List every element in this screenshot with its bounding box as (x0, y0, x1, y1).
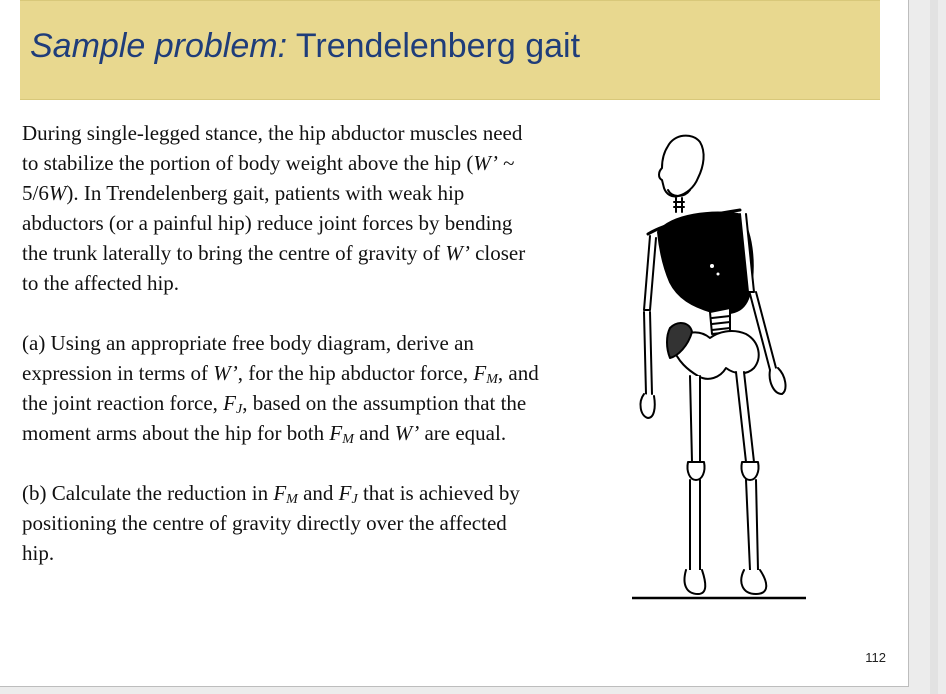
rib-highlight (717, 273, 720, 276)
right-knee (741, 462, 758, 480)
left-tibia (690, 480, 700, 570)
part-a-text-3: , and the joint reaction force, (22, 361, 539, 415)
intro-text-3: ). In Trendelenberg gait, patients with weak hip abductors (or a painful hip) reduce joint forces by bending the trunk laterally to bring the centre of gravity of (22, 181, 513, 265)
intro-text-4: closer to the affected hip. (22, 241, 526, 295)
slide-title (30, 27, 580, 66)
scrollbar[interactable] (930, 0, 938, 694)
intro-text-1: During single-legged stance, the hip abductor muscles need to stabilize the portion of body weight above the hip ( (22, 121, 523, 175)
right-tibia (746, 480, 758, 570)
left-hand (641, 394, 655, 418)
part-a-paragraph (22, 328, 542, 448)
part-a-text-2: , for the hip abductor force, (237, 361, 474, 385)
force-symbol: F (473, 361, 487, 385)
joint-subscript: J (351, 492, 358, 507)
w-prime-symbol: W’ (394, 421, 420, 445)
w-symbol: W (48, 181, 67, 205)
title-lead: Sample problem: (30, 27, 288, 65)
part-a-text-4: , based on the assumption that the moment arms about the hip for both (22, 391, 527, 445)
left-knee (687, 462, 704, 480)
part-b-text-2: and (297, 481, 339, 505)
part-b-paragraph (22, 478, 542, 568)
muscle-subscript: M (486, 372, 498, 387)
intro-text-2: ~ 5/6 (22, 151, 515, 205)
intro-paragraph (22, 118, 542, 298)
part-b-text-3: that is achieved by positioning the centre of gravity directly over the affected hip. (22, 481, 520, 565)
rib-highlight (710, 264, 714, 268)
w-prime-symbol: W’ (445, 241, 470, 265)
force-symbol: F (329, 421, 343, 445)
force-symbol: F (223, 391, 236, 415)
skeleton-illustration (628, 132, 814, 604)
muscle-subscript: M (286, 492, 298, 507)
title-bar (20, 0, 880, 100)
right-femur (736, 372, 754, 462)
left-upper-arm (644, 236, 656, 310)
joint-subscript: J (236, 402, 243, 417)
force-symbol: F (273, 481, 287, 505)
right-foot (741, 570, 766, 594)
rib-cage (658, 213, 753, 314)
neck-vertebrae (674, 198, 684, 212)
left-femur (690, 376, 700, 462)
part-b-text-1: (b) Calculate the reduction in (22, 481, 274, 505)
force-symbol: F (338, 481, 352, 505)
page-number: 112 (865, 650, 886, 665)
skull (659, 136, 704, 197)
right-hand (770, 368, 786, 394)
w-prime-symbol: W’ (473, 151, 498, 175)
part-a-text-5: and (353, 421, 395, 445)
w-prime-symbol: W’ (213, 361, 238, 385)
part-a-text-1: (a) Using an appropriate free body diagram, derive an expression in terms of (22, 331, 474, 385)
left-foot (685, 570, 706, 594)
part-a-text-6: are equal. (419, 421, 507, 445)
left-forearm (644, 312, 652, 394)
title-main: Trendelenberg gait (295, 27, 581, 65)
problem-text (22, 118, 542, 598)
muscle-subscript: M (342, 432, 354, 447)
